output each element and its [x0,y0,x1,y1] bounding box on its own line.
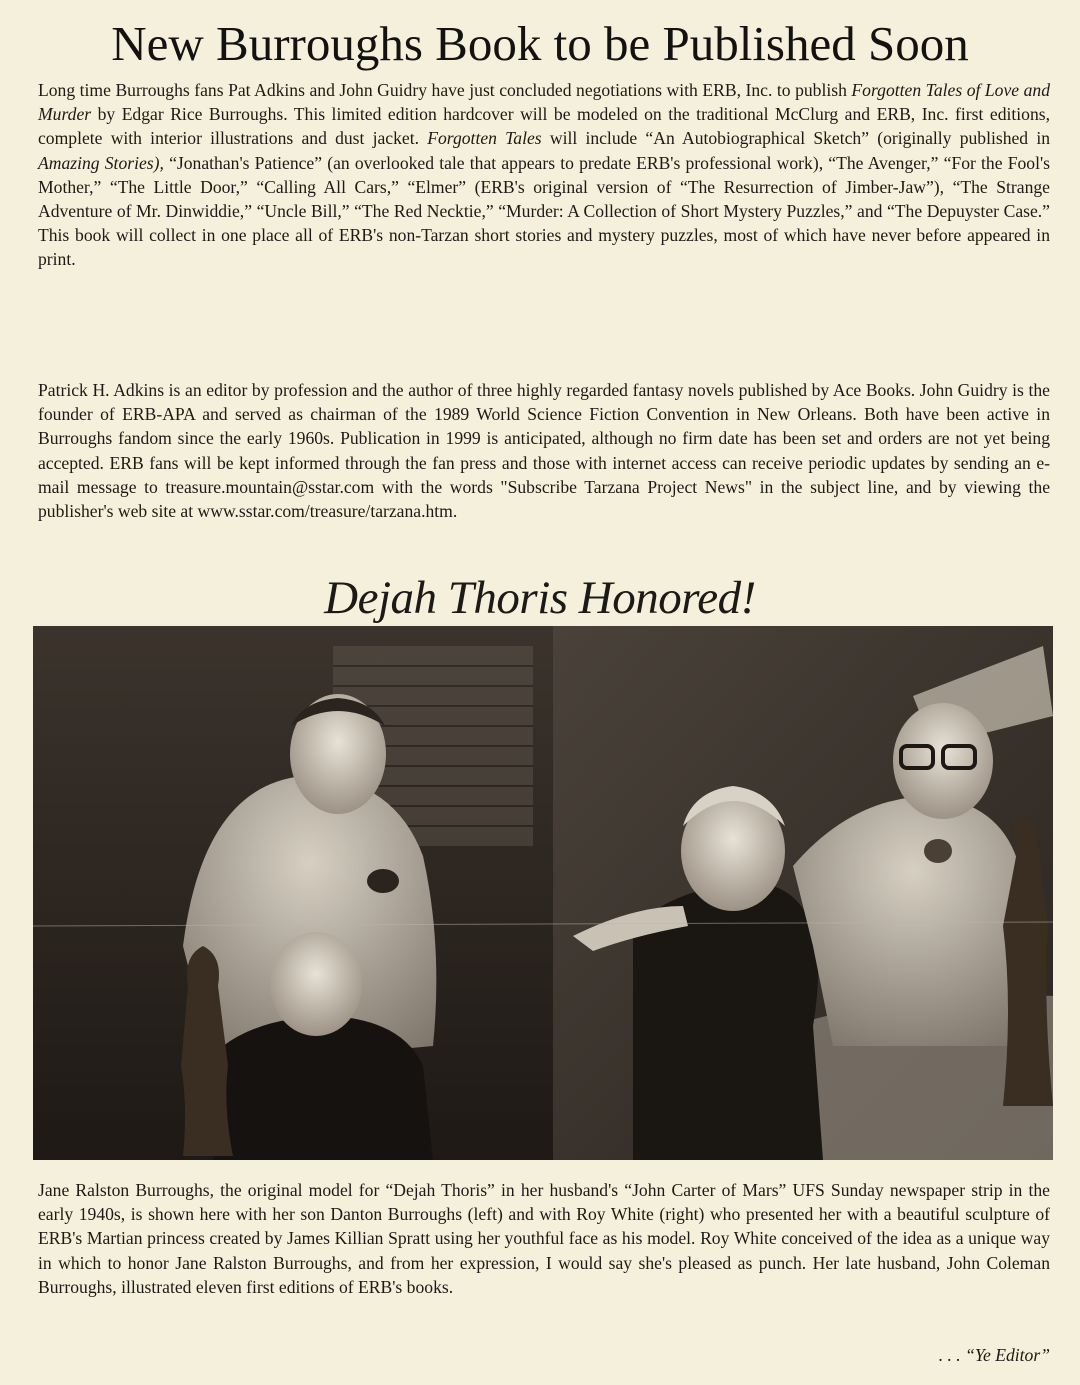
article-title-new-book: New Burroughs Book to be Published Soon [111,16,969,71]
p1-text-b: by Edgar Rice Burroughs. This limited edition hardcover will be modeled on the traditional McClurg and ERB, Inc. first editions, complete with interior illustrations and dust jacket. [38,104,1050,149]
article-paragraph-2: Patrick H. Adkins is an editor by profession and the author of three highly regarded fantasy novels published by Ace Books. John Guidry is the founder of ERB-APA and served as chairman of the 1989 World Science Fiction Convention in New Orleans. Both have been active in Burroughs fandom since the early 1960s. Publication in 1999 is anticipated, although no firm date has been set and orders are not yet being accepted. ERB fans will be kept informed through the fan press and those with internet access can receive periodic updates by sending an e-mail message to treasure.mountain@sstar.com with the words "Subscribe Tarzana Project News" in the subject line, and by viewing the publisher's web site at www.sstar.com/treasure/tarzana.htm. [38,380,1050,522]
photo-caption: Jane Ralston Burroughs, the original model for “Dejah Thoris” in her husband's “John Carter of Mars” UFS Sunday newspaper strip in the early 1940s, is shown here with her son Danton Burroughs (left) and with Roy White (right) who presented her with a beautiful sculpture of ERB's Martian princess created by James Killian Spratt using her youthful face as his model. Roy White conceived of the idea as a unique way in which to honor Jane Ralston Burroughs, and from her expression, I would say she's pleased as punch. Her late husband, John Coleman Burroughs, illustrated eleven first editions of ERB's books. [38,1180,1050,1297]
editor-signoff: . . . “Ye Editor” [938,1345,1050,1365]
photograph [33,626,1053,1160]
article-title-dejah-thoris: Dejah Thoris Honored! [324,572,756,624]
magazine-title: Amazing Stories), [38,152,164,173]
p1-text-a: Long time Burroughs fans Pat Adkins and John Guidry have just concluded negotiations with ERB, Inc. to publish [38,80,852,100]
p1-text-c: will include “An Autobiographical Sketch” (originally published in [541,128,1050,149]
article-paragraph-1 [38,78,1050,272]
photo-illustration [33,626,1053,1160]
p1-text-d: “Jonathan's Patience” (an overlooked tale that appears to predate ERB's professional work), “The Avenger,” “For the Fool's Mother,” “The Little Door,” “Calling All Cars,” “Elmer” (ERB's original version of “The Resurrection of Jimber-Jaw”), “The Strange Adventure of Mr. Dinwiddie,” “Uncle Bill,” “The Red Necktie,” “Murder: A Collection of Short Mystery Puzzles,” and “The Depuyster Case.” This book will collect in one place all of ERB's non-Tarzan short stories and mystery puzzles, most of which have never before appeared in print. [38,152,1050,270]
book-title: Forgotten Tales of Love and Murder [38,80,1051,125]
book-short-title: Forgotten Tales [427,128,542,149]
